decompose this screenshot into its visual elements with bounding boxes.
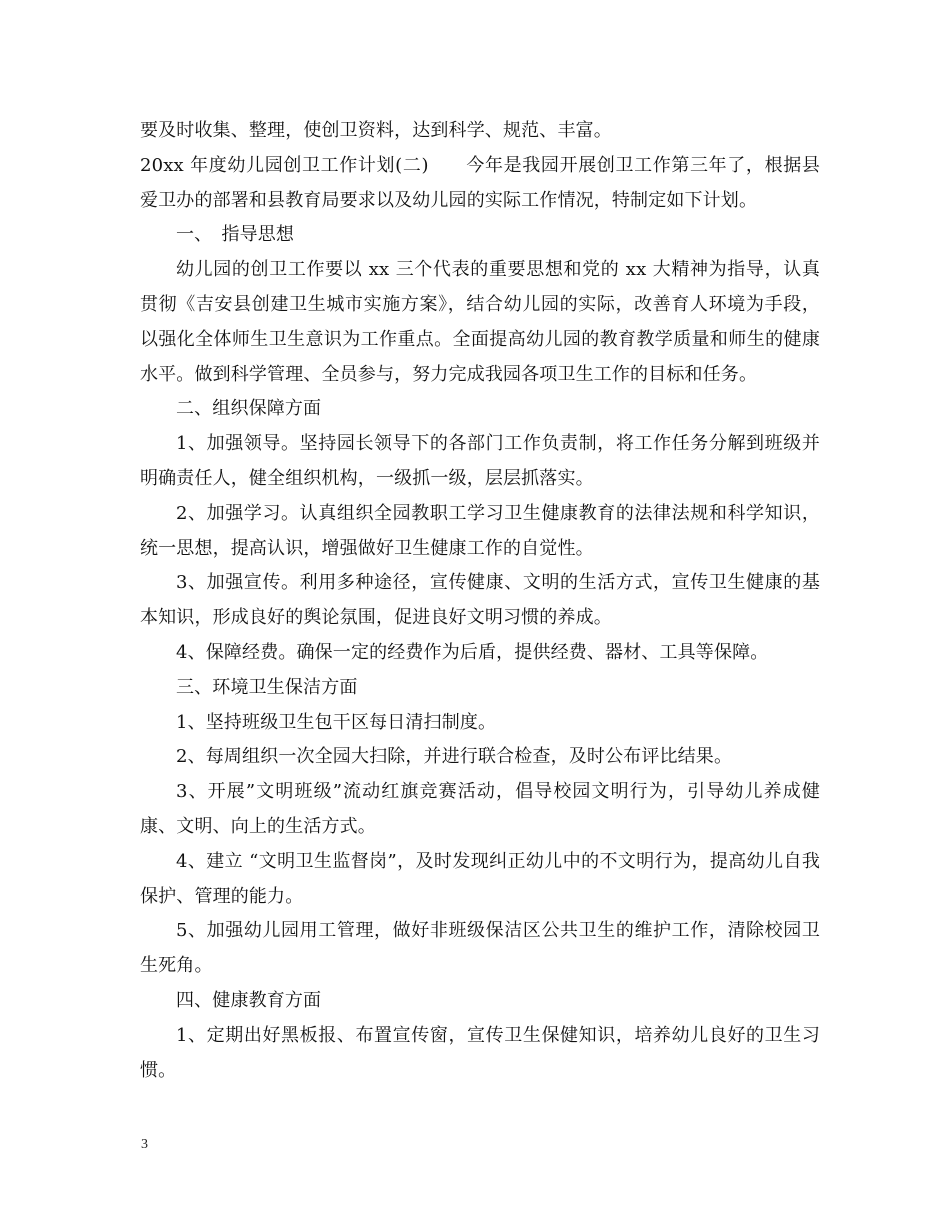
document-body bbox=[140, 114, 820, 1088]
paragraph-intro-continuation: 要及时收集、整理，使创卫资料，达到科学、规范、丰富。 bbox=[140, 120, 612, 141]
paragraph-organization-4: 4、保障经费。确保一定的经费作为后盾，提供经费、器材、工具等保障。 bbox=[176, 641, 769, 663]
paragraph-organization-2: 2、加强学习。认真组织全园教职工学习卫生健康教育的法律法规和科学知识，统一思想，提高认识，增强做好卫生健康工作的自觉性。 bbox=[140, 502, 820, 559]
paragraph-organization-3: 3、加强宣传。利用多种途径，宣传健康、文明的生活方式，宣传卫生健康的基本知识，形成良好的舆论氛围，促进良好文明习惯的养成。 bbox=[140, 572, 820, 629]
paragraph-health-education-1: 1、定期出好黑板报、布置宣传窗，宣传卫生保健知识，培养幼儿良好的卫生习惯。 bbox=[140, 1024, 820, 1081]
paragraph-environment-4: 4、建立 “文明卫生监督岗”，及时发现纠正幼儿中的不文明行为，提高幼儿自我保护、管理的能力。 bbox=[140, 850, 820, 907]
paragraph-plan-title-intro: 20xx 年度幼儿园创卫工作计划(二) 今年是我园开展创卫工作第三年了，根据县爱卫办的部署和县教育局要求以及幼儿园的实际工作情况，特制定如下计划。 bbox=[140, 154, 820, 211]
paragraph-guiding-ideology: 幼儿园的创卫工作要以 xx 三个代表的重要思想和党的 xx 大精神为指导，认真贯彻《吉安县创建卫生城市实施方案》，结合幼儿园的实际，改善育人环境为手段，以强化全体师生卫生意识为工作重点。全面提高幼儿园的教育教学质量和师生的健康水平。做到科学管理、全员参与，努力完成我园各项卫生工作的目标和任务。 bbox=[140, 259, 820, 385]
paragraph-environment-5: 5、加强幼儿园用工管理，做好非班级保洁区公共卫生的维护工作，清除校园卫生死角。 bbox=[140, 920, 820, 977]
paragraph-environment-1: 1、坚持班级卫生包干区每日清扫制度。 bbox=[176, 711, 497, 733]
heading-organization: 二、组织保障方面 bbox=[176, 398, 322, 420]
heading-health-education: 四、健康教育方面 bbox=[176, 989, 322, 1011]
heading-environment: 三、环境卫生保洁方面 bbox=[176, 676, 358, 698]
heading-guiding-ideology: 一、 指导思想 bbox=[176, 224, 295, 246]
page-number: 3 bbox=[141, 1137, 148, 1152]
paragraph-environment-3: 3、开展”文明班级”流动红旗竞赛活动，倡导校园文明行为，引导幼儿养成健康、文明、向上的生活方式。 bbox=[140, 781, 820, 837]
paragraph-organization-1: 1、加强领导。坚持园长领导下的各部门工作负责制，将工作任务分解到班级并明确责任人，健全组织机构，一级抓一级，层层抓落实。 bbox=[140, 433, 820, 489]
paragraph-environment-2: 2、每周组织一次全园大扫除，并进行联合检查，及时公布评比结果。 bbox=[176, 746, 733, 768]
